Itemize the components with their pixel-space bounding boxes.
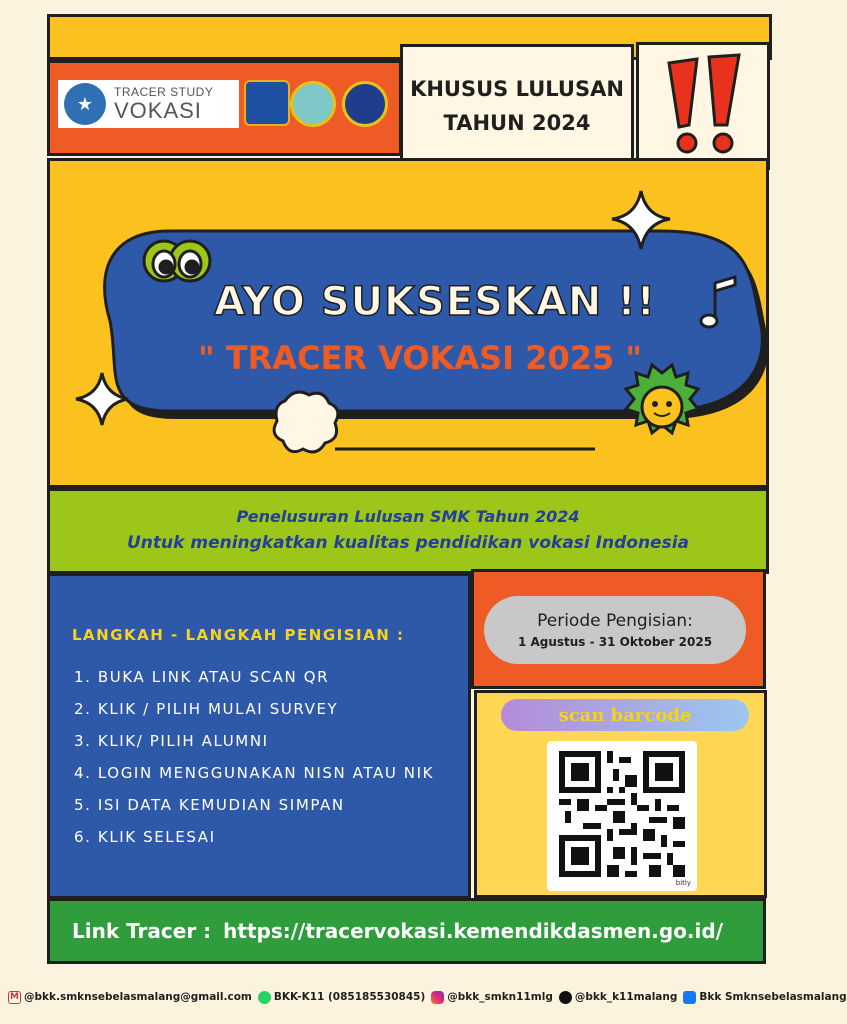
graduate-badge: [400, 44, 634, 170]
east-java-seal-icon: [244, 80, 290, 126]
scan-label-pill: [501, 699, 749, 731]
qr-code[interactable]: [547, 741, 697, 891]
scan-label: scan barcode: [558, 704, 692, 726]
facebook-icon: [683, 991, 696, 1004]
contact-footer: [8, 986, 847, 1008]
link-label: Link Tracer :: [72, 919, 212, 943]
period-panel: [471, 569, 766, 689]
banner-line1: Penelusuran Lulusan SMK Tahun 2024: [236, 507, 580, 527]
whatsapp-text: BKK-K11 (085185530845): [273, 991, 426, 1003]
email-text: @bkk.smknsebelasmalang@gmail.com: [24, 991, 252, 1003]
tiktok-icon: [559, 991, 572, 1004]
step-item: 4. LOGIN MENGGUNAKAN NISN ATAU NIK: [74, 764, 435, 782]
program-banner: [47, 488, 769, 574]
footer-tiktok[interactable]: [559, 991, 678, 1004]
step-item: 3. KLIK/ PILIH ALUMNI: [74, 732, 269, 750]
double-exclamation-icon: [639, 45, 767, 167]
banner-line2: Untuk meningkatkan kualitas pendidikan vokasi Indonesia: [127, 533, 689, 554]
steps-title: LANGKAH - LANGKAH PENGISIAN :: [72, 626, 405, 644]
steps-panel: [47, 573, 471, 899]
instagram-text: @bkk_smkn11mlg: [447, 991, 553, 1003]
badge-line2: TAHUN 2024: [443, 111, 591, 135]
logo-line2: VOKASI: [114, 98, 202, 123]
school-seal-icon: [290, 81, 336, 127]
scan-panel: [474, 690, 767, 898]
period-pill: [484, 596, 746, 664]
smk-seal-icon: [342, 81, 388, 127]
tracer-link[interactable]: https://tracervokasi.kemendikdasmen.go.id/: [223, 919, 724, 943]
step-item: 2. KLIK / PILIH MULAI SURVEY: [74, 700, 339, 718]
step-item: 5. ISI DATA KEMUDIAN SIMPAN: [74, 796, 345, 814]
period-label: Periode Pengisian:: [537, 611, 693, 631]
tiktok-text: @bkk_k11malang: [574, 991, 678, 1003]
hero-headline: AYO SUKSESKAN !!: [214, 279, 656, 325]
step-item: 6. KLIK SELESAI: [74, 828, 216, 846]
footer-email[interactable]: [8, 991, 252, 1004]
footer-whatsapp[interactable]: [258, 991, 425, 1004]
qr-caption: bitly: [675, 879, 691, 887]
step-item: 1. BUKA LINK ATAU SCAN QR: [74, 668, 330, 686]
tut-wuri-emblem-icon: ★: [64, 83, 106, 125]
instagram-icon: [431, 991, 444, 1004]
link-bar: [47, 898, 766, 964]
facebook-text: Bkk Smknsebelasmalang: [699, 991, 847, 1003]
badge-line1: KHUSUS LULUSAN: [410, 77, 624, 102]
tracer-study-logo: [58, 80, 239, 128]
footer-instagram[interactable]: [431, 991, 553, 1004]
qr-code-icon: [559, 751, 685, 877]
hero-subheadline: " TRACER VOKASI 2025 ": [197, 339, 643, 377]
logo-line1: TRACER STUDY: [114, 85, 214, 99]
footer-facebook[interactable]: [683, 991, 846, 1004]
gmail-icon: M: [8, 991, 21, 1004]
period-dates: 1 Agustus - 31 Oktober 2025: [517, 635, 713, 649]
hero-panel: [47, 158, 769, 488]
whatsapp-icon: [258, 991, 271, 1004]
exclamation-panel: [636, 42, 770, 170]
